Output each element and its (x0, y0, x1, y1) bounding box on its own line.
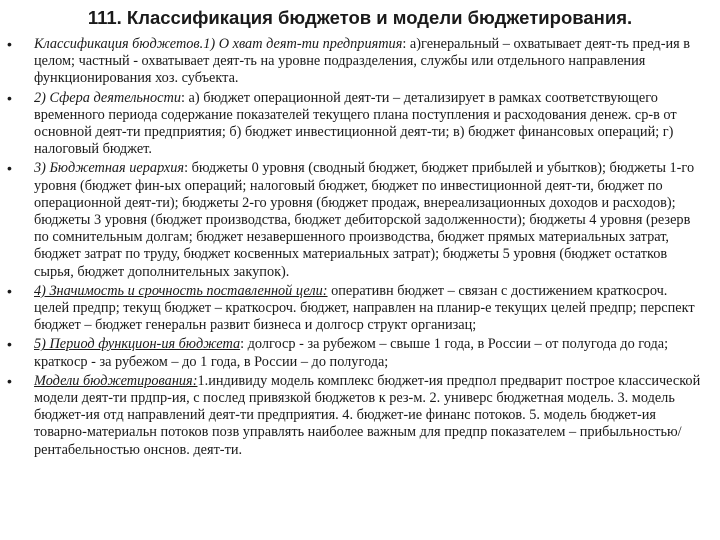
item-heading: 5) Период функцион-ия бюджета (34, 336, 241, 353)
item-text: оперативн бюджет – связан с достижением краткосроч. целей предпр; текущ бюджет – краткосроч. бюджет, направлен на планир-е текущих целей предпр; перспект бюджет – бюджет генеральн развит бизнеса и долгоср структ организац; (34, 282, 695, 334)
list-item-scope (0, 36, 720, 88)
item-heading: Классификация бюджетов.1) О хват деят-ти предприятия (34, 36, 403, 52)
item-text: 1.индивиду модель комплекс бюджет-ия предпол предварит построе классической модели деят-ти прдпр-ия, с послед привязкой бюджетов к рез-м. 2. универс бюджетная модель. 3. модель бюджет-ия отд направлений деят-ти предприятия. 4. бюджет-ие финанс потоков. 5. модель бюджет-ия товарно-материальн потоков позв управлять наиболее важным для предпр показателем – прибыльностью/рентабельностью онснов. деят-ти. (34, 372, 701, 458)
bullet-icon: • (7, 36, 12, 52)
list-item-models (0, 373, 720, 459)
bullet-icon: • (7, 89, 12, 106)
item-text: : бюджеты 0 уровня (сводный бюджет, бюджет прибылей и убытков); бюджеты 1-го уровня (бюджет фин-ых операций; налоговый бюджет, бюджет по инвестиционной деят-ти, бюджет по операционной деят-ти); бюджеты 2-го уровня (бюджет продаж, внереализационных доходов и расходов); бюджеты 3 уровня (бюджет производства, бюджет дебиторской задолженности); бюджеты 4 уровня (резерв по сомнительным долгам; бюджет незавершенного производства, бюджет прямых материальных затрат, бюджет затрат по труду, бюджет косвенных материальных затрат); бюджеты 5 уровня (бюджет остатков сырья, бюджет дополнительных закупок). (34, 160, 695, 280)
item-heading: 4) Значимость и срочность поставленной цели: (34, 282, 328, 299)
bullet-list (0, 36, 720, 461)
list-item-period (0, 336, 720, 370)
item-text: : а)генеральный – охватывает деят-ть пред-ия в целом; частный - охватывает деят-ть на уровне подразделения, службы или отдельного направления функционирования хоз. субъекта. (34, 36, 691, 87)
list-item-sphere (0, 90, 720, 159)
list-item-urgency (0, 283, 720, 335)
item-heading: Модели бюджетирования: (34, 372, 198, 389)
item-heading: 2) Сфера деятельности (34, 89, 181, 106)
item-heading: 3) Бюджетная иерархия (34, 160, 185, 177)
bullet-icon: • (7, 372, 12, 389)
bullet-icon: • (7, 336, 12, 353)
bullet-icon: • (7, 160, 12, 177)
bullet-icon: • (7, 282, 12, 299)
item-text: : долгоср - за рубежом – свыше 1 года, в России – от полугода до года; краткоср - за рубежом – до 1 года, в России – до полугода; (34, 336, 669, 370)
slide-title: 111. Классификация бюджетов и модели бюджетирования. (87, 7, 633, 28)
item-text: : а) бюджет операционной деят-ти – детализирует в рамках соответствующего временного периода содержание показателей текущего плана поступления и расходования денеж. ср-в от основной деят-ти предприятия; б) бюджет инвестиционной деят-ти; в) бюджет финансовых операций; г) налоговый бюджет. (34, 89, 677, 158)
list-item-hierarchy (0, 160, 720, 280)
